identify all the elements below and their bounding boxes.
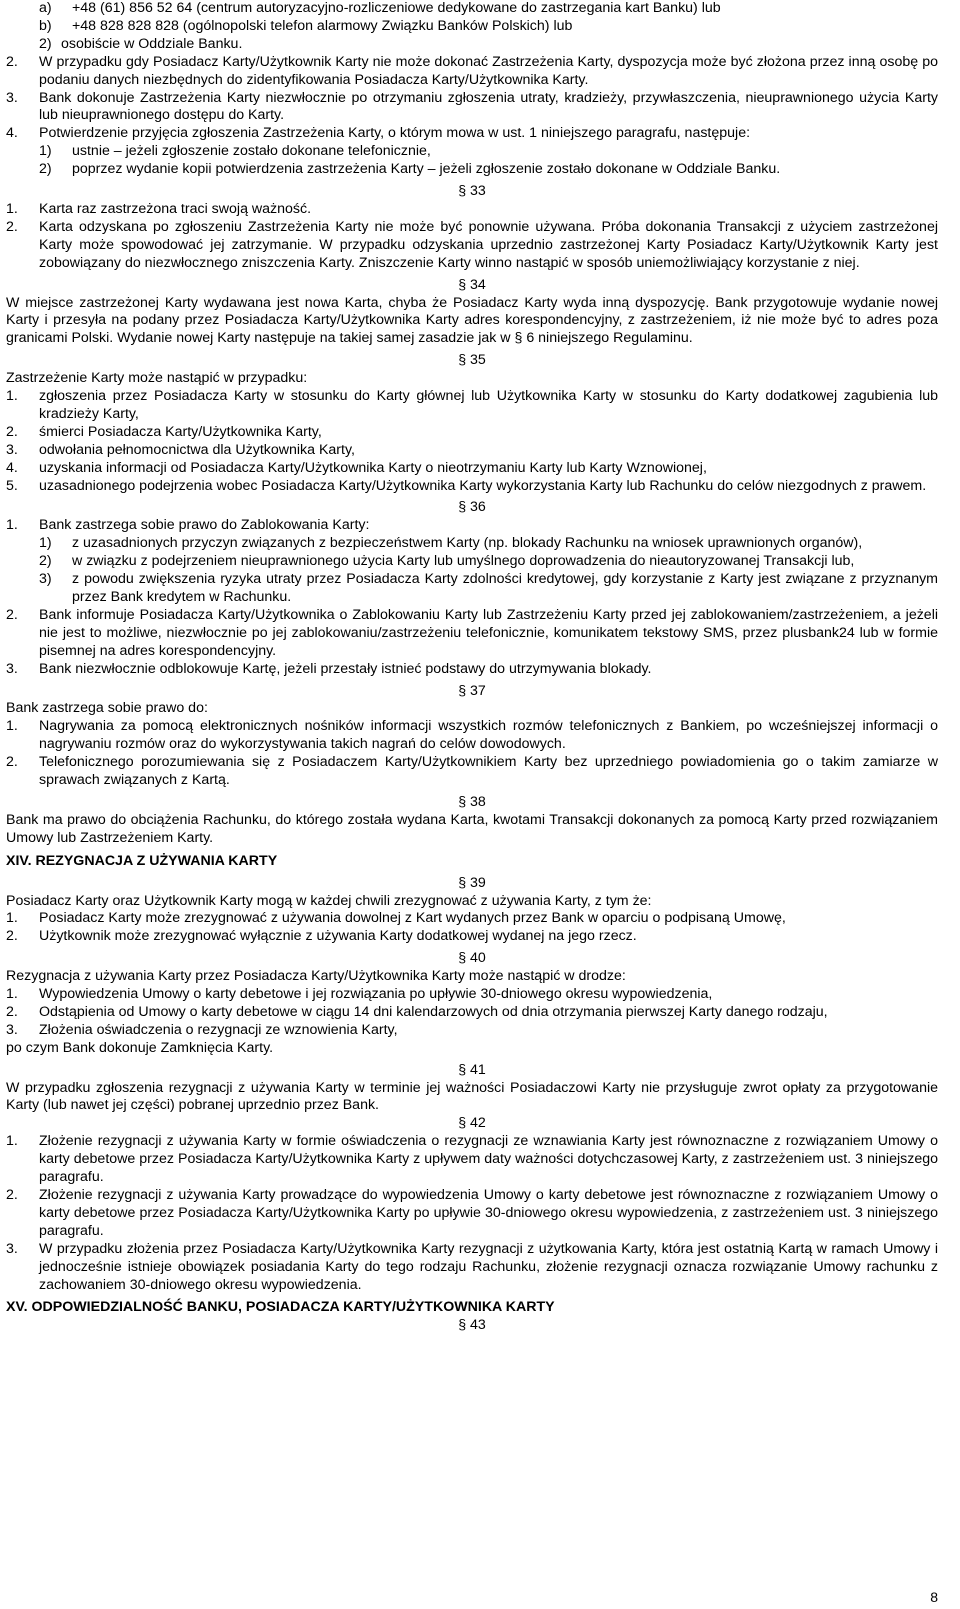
list-item <box>6 1187 938 1241</box>
list-marker: 2. <box>6 53 18 70</box>
list-text: Złożenie rezygnacji z używania Karty prowadzące do wypowiedzenia Umowy o karty debetowe jest równoznaczne z rozwiązaniem Umowy o karty debetowe przez Posiadacza Karty/Użytkownika Karty po upływie 30-dniowego okresu wypowiedzenia, z zastrzeżeniem ust. 3 niniejszego paragrafu. <box>39 1187 938 1239</box>
paragraph-intro: Posiadacz Karty oraz Użytkownik Karty mogą w każdej chwili zrezygnować z używania Karty, z tym że: <box>6 892 652 909</box>
list-item <box>6 553 938 571</box>
list-text: Bank informuje Posiadacza Karty/Użytkownika o Zablokowaniu Karty lub Zastrzeżeniu Karty przed jej zablokowaniem/zastrzeżeniem, a jeżeli nie jest to możliwe, niezwłocznie po jej zablokowaniu/zastrzeżeniu telefonicznie, komunikatem tekstowy SMS, przez plusbank24 lub w formie pisemnej na adres korespondencyjny. <box>39 606 938 659</box>
list-item <box>6 478 938 496</box>
paragraph-text: W przypadku zgłoszenia rezygnacji z używania Karty w terminie jej ważności Posiadaczowi Karty nie przysługuje zwrot opłaty za przygotowanie Karty (lub nawet jej części) pobranej uprzednio przez Bank. <box>6 1079 938 1114</box>
list-text: Złożenia oświadczenia o rezygnacji ze wznowienia Karty, <box>39 1021 398 1038</box>
section-heading: XIV. REZYGNACJA Z UŻYWANIA KARTY <box>6 852 278 869</box>
list-text: Karta raz zastrzeżona traci swoją ważność. <box>39 200 312 217</box>
list-text: w związku z podejrzeniem nieuprawnionego użycia Karty lub umyślnego doprowadzenia do nieautoryzowanej Transakcji lub, <box>72 553 855 570</box>
list-marker: 4. <box>6 125 18 142</box>
paragraph-number: § 41 <box>458 1061 486 1078</box>
list-item <box>6 442 938 460</box>
list-marker: b) <box>39 17 52 34</box>
list-item <box>6 219 938 273</box>
list-marker: 4. <box>6 459 18 476</box>
list-text: uzasadnionego podejrzenia wobec Posiadacza Karty/Użytkownika Karty wykorzystania Karty lub Rachunku do celów niezgodnych z prawem. <box>39 477 927 494</box>
list-text: uzyskania informacji od Posiadacza Karty/Użytkownika Karty o nieotrzymaniu Karty lub Karty Wznowionej, <box>39 459 707 476</box>
list-marker: 2. <box>6 423 18 440</box>
list-text: śmierci Posiadacza Karty/Użytkownika Karty, <box>39 423 322 440</box>
list-marker: 1. <box>6 1133 18 1150</box>
list-text: z powodu zwiększenia ryzyka utraty przez Posiadacza Karty zdolności kredytowej, gdy korzystanie z Karty jest związane z przyznanym przez Bank kredytem w Rachunku. <box>72 571 938 605</box>
list-marker: a) <box>39 0 52 16</box>
list-item <box>6 125 938 143</box>
list-marker: 1. <box>6 388 18 405</box>
list-marker: 3. <box>6 441 18 458</box>
paragraph-text: W miejsce zastrzeżonej Karty wydawana jest nowa Karta, chyba że Posiadacz Karty wyda inną dyspozycję. Bank przygotowuje wydanie nowej Karty i przesyła na podany przez Posiadacza Karty/Użytkownika Karty adres korespondencyjny, z zastrzeżeniem, iż nie może być to adres poza granicami Polski. Wydanie nowej Karty następuje na takiej samej zasadzie jak w § 6 niniejszego Regulaminu. <box>6 294 938 347</box>
list-marker: 2. <box>6 218 18 235</box>
list-text: Posiadacz Karty może zrezygnować z używania dowolnej z Kart wydanych przez Bank w oparciu o podpisaną Umowę, <box>39 910 786 927</box>
list-text: Bank zastrzega sobie prawo do Zablokowania Karty: <box>39 517 370 534</box>
paragraph-number: § 35 <box>458 352 486 369</box>
list-marker: 2) <box>39 35 52 52</box>
list-item <box>6 517 938 535</box>
list-item <box>6 0 938 18</box>
paragraph-number: § 43 <box>458 1317 486 1334</box>
paragraph-number: § 38 <box>458 793 486 810</box>
list-item <box>6 201 938 219</box>
list-text: odwołania pełnomocnictwa dla Użytkownika Karty, <box>39 441 355 458</box>
list-item <box>6 424 938 442</box>
list-item <box>6 535 938 553</box>
list-marker: 1. <box>6 517 18 534</box>
list-text: z uzasadnionych przyczyn związanych z bezpieczeństwem Karty (np. blokady Rachunku na wniosek uprawnionych organów), <box>72 535 863 552</box>
list-item <box>6 460 938 478</box>
list-text: +48 828 828 828 (ogólnopolski telefon alarmowy Związku Banków Polskich) lub <box>72 17 573 34</box>
paragraph-number: § 37 <box>458 682 486 699</box>
list-marker: 5. <box>6 477 18 494</box>
list-item <box>6 36 938 54</box>
list-item <box>6 754 938 790</box>
list-item <box>6 718 938 754</box>
paragraph-number: § 40 <box>458 950 486 967</box>
list-text: W przypadku gdy Posiadacz Karty/Użytkownik Karty nie może dokonać Zastrzeżenia Karty, dyspozycja może być złożona przez inną osobę po podaniu danych niezbędnych do zidentyfikowania Posiadacza Karty/Użytkownika Karty. <box>39 53 938 88</box>
list-item <box>6 388 938 424</box>
list-marker: 2. <box>6 606 18 623</box>
paragraph-number: § 33 <box>458 183 486 200</box>
list-marker: 2. <box>6 928 18 945</box>
page-number: 8 <box>930 1589 938 1606</box>
list-item <box>6 54 938 90</box>
list-item <box>6 18 938 36</box>
list-text: W przypadku złożenia przez Posiadacza Karty/Użytkownika Karty rezygnacji z użytkowania Karty, która jest ostatnią Kartą w ramach Umowy i jednocześnie istnieje obowiązek posiadania Karty do tego rodzaju Rachunku, złożenie rezygnacji oznacza rozwiązanie Umowy rachunku z zachowaniem 30-dniowego okresu wypowiedzenia. <box>39 1240 938 1293</box>
paragraph-intro: Bank zastrzega sobie prawo do: <box>6 700 208 717</box>
list-text: poprzez wydanie kopii potwierdzenia zastrzeżenia Karty – jeżeli zgłoszenie zostało dokonane w Oddziale Banku. <box>72 161 781 178</box>
list-marker: 3) <box>39 571 52 588</box>
list-marker: 3. <box>6 89 18 106</box>
paragraph-number: § 36 <box>458 499 486 516</box>
list-marker: 2) <box>39 161 52 178</box>
list-text: Odstąpienia od Umowy o karty debetowe w ciągu 14 dni kalendarzowych od dnia otrzymania pierwszej Karty danego rodzaju, <box>39 1003 828 1020</box>
list-marker: 1. <box>6 910 18 927</box>
paragraph-intro: Zastrzeżenie Karty może nastąpić w przypadku: <box>6 370 308 387</box>
paragraph-text: Bank ma prawo do obciążenia Rachunku, do którego została wydana Karta, kwotami Transakcji dokonanych za pomocą Karty przed rozwiązaniem Umowy lub Zastrzeżeniem Karty. <box>6 811 938 846</box>
list-marker: 2. <box>6 1003 18 1020</box>
paragraph-number: § 39 <box>458 874 486 891</box>
list-text: Bank niezwłocznie odblokowuje Kartę, jeżeli przestały istnieć podstawy do utrzymywania blokady. <box>39 660 652 677</box>
list-item <box>6 1004 938 1022</box>
list-item <box>6 1022 938 1040</box>
list-marker: 2. <box>6 1187 18 1203</box>
paragraph-number: § 42 <box>458 1115 486 1132</box>
list-marker: 3. <box>6 1021 18 1038</box>
list-text: Telefonicznego porozumiewania się z Posiadaczem Karty/Użytkownikiem Karty bez uprzedniego powiadomienia go o takim zamiarze w sprawach związanych z Kartą. <box>39 754 938 789</box>
list-marker: 1) <box>39 535 52 552</box>
list-item <box>6 571 938 607</box>
list-marker: 2) <box>39 553 52 570</box>
list-marker: 1. <box>6 718 18 735</box>
list-text: osobiście w Oddziale Banku. <box>61 35 243 52</box>
list-item <box>6 928 938 946</box>
list-marker: 1. <box>6 986 18 1003</box>
list-text: Karta odzyskana po zgłoszeniu Zastrzeżenia Karty nie może być ponownie używana. Próba dokonania Transakcji z użyciem zastrzeżonej Karty może spowodować jej zatrzymanie. W przypadku odzyskania uprzednio zastrzeżonej Karty Posiadacz Karty/Użytkownik Karty jest zobowiązany do niezwłocznego zniszczenia Karty. Zniszczenie Karty winno nastąpić w sposób uniemożliwiający korzystanie z niej. <box>39 218 938 271</box>
list-text: Wypowiedzenia Umowy o karty debetowe i jej rozwiązania po upływie 30-dniowego okresu wypowiedzenia, <box>39 986 713 1003</box>
list-text: Potwierdzenie przyjęcia zgłoszenia Zastrzeżenia Karty, o którym mowa w ust. 1 niniejszego paragrafu, następuje: <box>39 125 751 142</box>
list-item <box>6 1241 938 1295</box>
list-item <box>6 90 938 126</box>
section-heading: XV. ODPOWIEDZIALNOŚĆ BANKU, POSIADACZA KARTY/UŻYTKOWNIKA KARTY <box>6 1299 555 1316</box>
list-text: Bank dokonuje Zastrzeżenia Karty niezwłocznie po otrzymaniu zgłoszenia utraty, kradzieży, przywłaszczenia, nieuprawnionego użycia Karty lub nieuprawnionego dostępu do Karty. <box>39 89 938 124</box>
document-page <box>6 0 938 1335</box>
list-marker: 3. <box>6 1240 18 1257</box>
paragraph-outro: po czym Bank dokonuje Zamknięcia Karty. <box>6 1039 274 1056</box>
list-text: +48 (61) 856 52 64 (centrum autoryzacyjno-rozliczeniowe dedykowane do zastrzegania kart Banku) lub <box>72 0 721 16</box>
paragraph-number: § 34 <box>458 276 486 293</box>
list-item <box>6 910 938 928</box>
list-item <box>6 607 938 661</box>
list-item <box>6 161 938 179</box>
list-item <box>6 1133 938 1187</box>
list-text: zgłoszenia przez Posiadacza Karty w stosunku do Karty głównej lub Użytkownika Karty w stosunku do Karty dodatkowej zagubienia lub kradzieży Karty, <box>39 388 938 422</box>
list-item <box>6 661 938 679</box>
list-marker: 1) <box>39 143 52 160</box>
list-text: ustnie – jeżeli zgłoszenie zostało dokonane telefonicznie, <box>72 143 431 160</box>
list-marker: 1. <box>6 200 18 217</box>
list-item <box>6 986 938 1004</box>
list-marker: 3. <box>6 660 18 677</box>
list-marker: 2. <box>6 754 18 771</box>
list-text: Użytkownik może zrezygnować wyłącznie z używania Karty dodatkowej wydanej na jego rzecz. <box>39 928 637 945</box>
list-text: Nagrywania za pomocą elektronicznych nośników informacji wszystkich rozmów telefonicznych z Bankiem, po wcześniejszej informacji o nagrywaniu rozmów oraz do wykorzystywania takich nagrań do celów dowodowych. <box>39 718 938 753</box>
paragraph-intro: Rezygnacja z używania Karty przez Posiadacza Karty/Użytkownika Karty może nastąpić w drodze: <box>6 968 626 985</box>
list-text: Złożenie rezygnacji z używania Karty w formie oświadczenia o rezygnacji ze wznawiania Karty jest równoznaczne z rozwiązaniem Umowy o karty debetowe przez Posiadacza Karty/Użytkownika Karty z upływem daty ważności dotychczasowej Karty, z zastrzeżeniem ust. 3 niniejszego paragrafu. <box>39 1133 938 1186</box>
list-item <box>6 143 938 161</box>
